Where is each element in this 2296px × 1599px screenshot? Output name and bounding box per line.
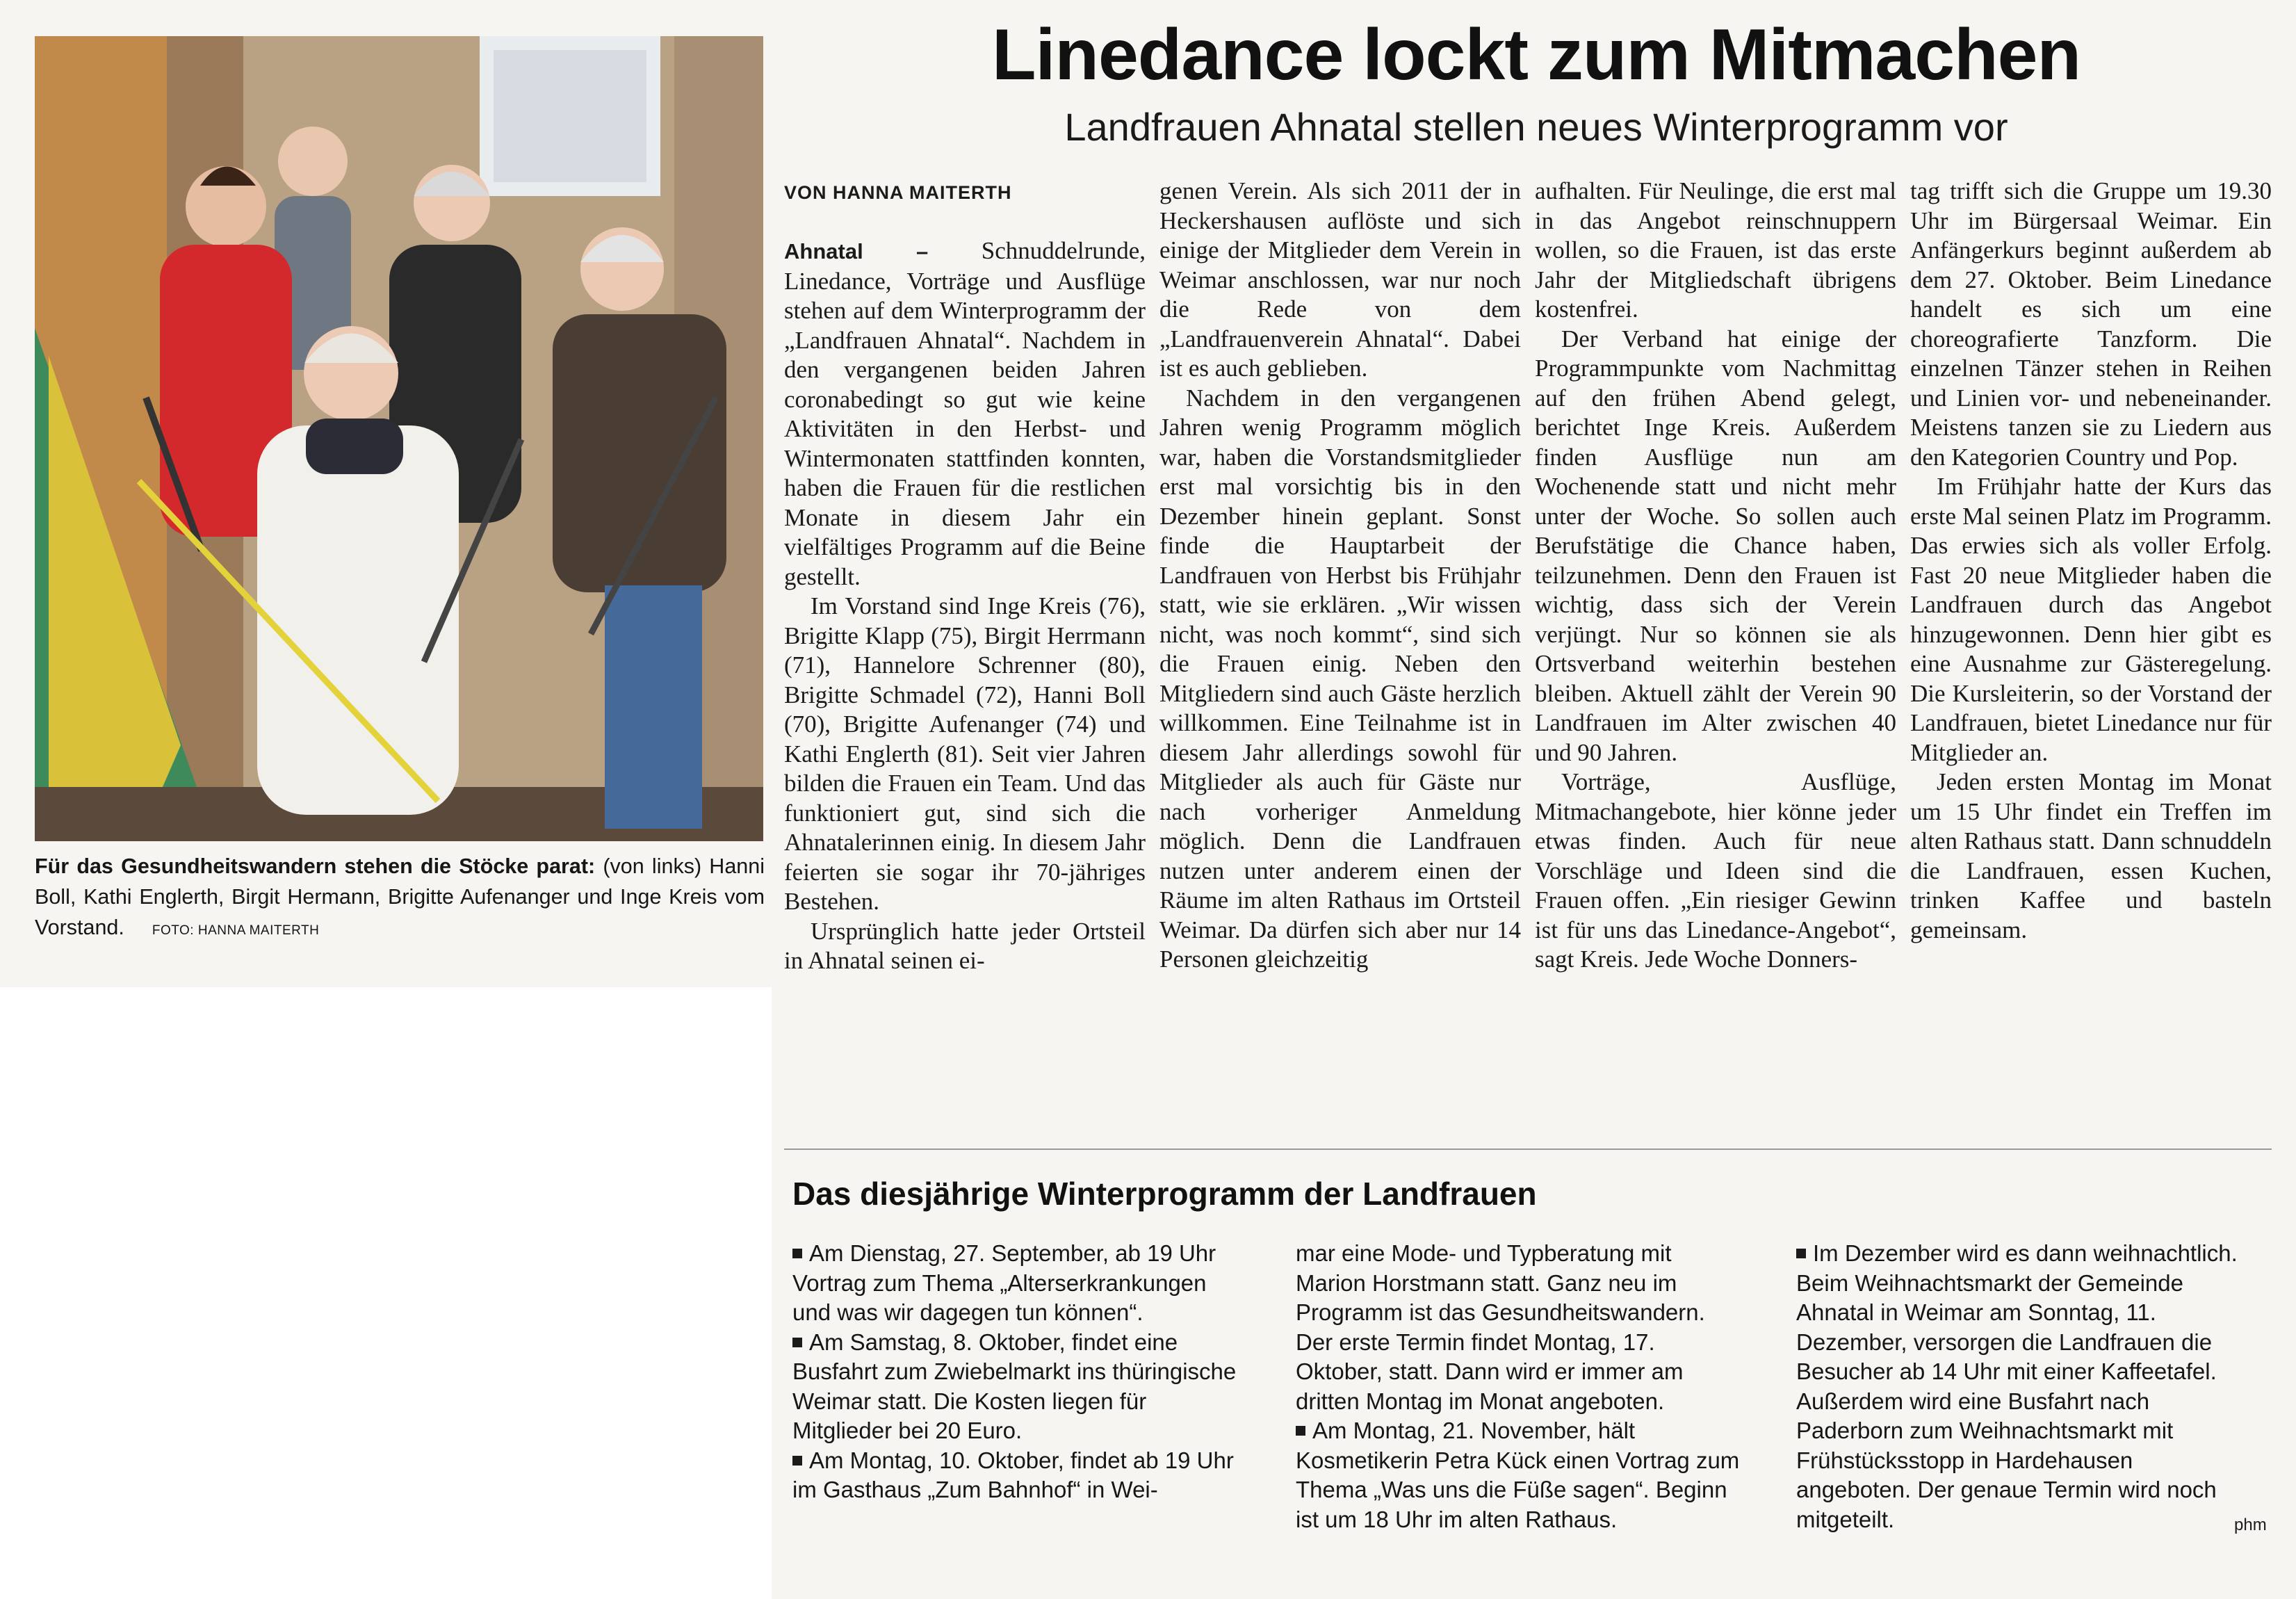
bullet-square-icon	[792, 1338, 802, 1347]
infobox-item-text: Am Samstag, 8. Oktober, findet eine Busfahrt zum Zwiebelmarkt ins thüringische Weimar statt. Die Kosten liegen für Mitglieder bei 20 Euro.	[792, 1329, 1237, 1443]
paragraph: Nachdem in den vergangenen Jahren wenig Programm möglich war, haben die Vorstandsmitglieder erst mal vorsichtig bis in den Dezember hinein geplant. Sonst finde die Hauptarbeit der Landfrauen von Herbst bis Frühjahr statt, wie sie erklären. „Wir wissen nicht, was noch kommt“, sind sich die Frauen einig. Neben den Mitgliedern sind auch Gäste herzlich willkommen. Eine Teilnahme ist in diesem Jahr allerdings sowohl für Mitglieder als auch für Gäste nur nach vorheriger Anmeldung möglich. Denn die Landfrauen nutzen unter anderem einen der Räume im alten Rathaus im Ortsteil Weimar. Da dürfen sich aber nur 14 Personen gleichzeitig	[1159, 384, 1521, 973]
infobox-item	[792, 1239, 1244, 1328]
article-photo	[35, 36, 763, 841]
section-divider	[784, 1148, 2272, 1150]
paragraph	[784, 236, 1146, 592]
bullet-square-icon	[1296, 1426, 1305, 1436]
caption-text: (von links) Hanni Boll, Kathi Englerth, Birgit Hermann, Brigitte Aufenanger und Inge Kreis vom Vorstand.	[35, 854, 765, 939]
infobox-item	[792, 1446, 1244, 1505]
photo-illustration	[35, 36, 763, 841]
infobox-column-3	[1796, 1239, 2248, 1534]
article-column-2	[1159, 177, 1521, 975]
infobox-item-text: mar eine Mode- und Typberatung mit Marion Horstmann statt. Ganz neu im Programm ist das Gesundheitswandern. Der erste Termin findet Montag, 17. Oktober, statt. Dann wird er immer am dritten Montag im Monat angeboten.	[1296, 1240, 1705, 1414]
infobox-column-1	[792, 1239, 1244, 1505]
subheadline: Landfrauen Ahnatal stellen neues Winterprogramm vor	[1064, 105, 2008, 149]
infobox-title: Das diesjährige Winterprogramm der Landfrauen	[792, 1176, 1537, 1212]
paragraph: genen Verein. Als sich 2011 der in Heckershausen auflöste und sich einige der Mitglieder dem Verein in Weimar anschlossen, war nur noch die Rede von dem „Landfrauenverein Ahnatal“. Dabei ist es auch geblieben.	[1159, 177, 1521, 382]
caption-lead: Für das Gesundheitswandern stehen die Stöcke parat:	[35, 854, 596, 878]
bullet-square-icon	[1796, 1249, 1806, 1258]
infobox-item-text: Am Montag, 21. November, hält Kosmetikerin Petra Kück einen Vortrag zum Thema „Was uns die Füße sagen“. Beginn ist um 18 Uhr im alten Rathaus.	[1296, 1418, 1740, 1532]
infobox-item-text: Am Montag, 10. Oktober, findet ab 19 Uhr im Gasthaus „Zum Bahnhof“ in Wei-	[792, 1447, 1234, 1502]
dateline: Ahnatal –	[784, 239, 929, 263]
infobox-item	[1296, 1416, 1748, 1534]
paragraph: Der Verband hat einige der Programmpunkte vom Nachmittag auf den frühen Abend gelegt, berichtet Inge Kreis. Außerdem finden Ausflüge nun am Wochenende statt und nicht mehr unter der Woche. So sollen auch Berufstätige die Chance haben, teilzunehmen. Denn den Frauen ist wichtig, dass sich der Verein verjüngt. Nur so können sie als Ortsverband weiterhin bestehen bleiben. Aktuell zählt der Verein 90 Landfrauen im Alter zwischen 40 und 90 Jahren.	[1535, 325, 1896, 766]
paragraph: Vorträge, Ausflüge, Mitmachangebote, hier könne jeder etwas finden. Auch für neue Vorschläge und Ideen sind die Frauen offen. „Ein riesiger Gewinn ist für uns das Linedance-Angebot“, sagt Kreis. Jede Woche Donners-	[1535, 768, 1896, 973]
article-column-3	[1535, 177, 1896, 975]
infobox-item	[1296, 1239, 1748, 1416]
infobox-item	[792, 1328, 1244, 1446]
infobox-column-2	[1296, 1239, 1748, 1534]
headline: Linedance lockt zum Mitmachen	[992, 15, 2081, 95]
photo-caption	[35, 851, 765, 946]
paragraph: Jeden ersten Montag im Monat um 15 Uhr findet ein Treffen im alten Rathaus statt. Dann schnuddeln die Landfrauen, essen Kuchen, trinken Kaffee und basteln gemeinsam.	[1910, 768, 2272, 943]
article-column-1	[784, 236, 1146, 976]
paragraph: tag trifft sich die Gruppe um 19.30 Uhr im Bürgersaal Weimar. Ein Anfängerkurs beginnt außerdem ab dem 27. Oktober. Beim Linedance handelt es sich um eine choreografierte Tanzform. Die einzelnen Tänzer stehen in Reihen und Linien vor- und nebeneinander. Meistens tanzen sie zu Liedern aus den Kategorien Country und Pop.	[1910, 177, 2272, 471]
infobox-item	[1796, 1239, 2248, 1534]
infobox-item-text: Am Dienstag, 27. September, ab 19 Uhr Vortrag zum Thema „Alterserkrankungen und was wir dagegen tun können“.	[792, 1240, 1216, 1325]
paragraph: Im Vorstand sind Inge Kreis (76), Brigitte Klapp (75), Birgit Herrmann (71), Hannelore Schrenner (80), Brigitte Schmadel (72), Hanni Boll (70), Brigitte Aufenanger (74) und Kathi Englerth (81). Seit vier Jahren bilden die Frauen ein Team. Und das funktioniert gut, sind sich die Ahnatalerinnen einig. In diesem Jahr feierten sie sogar ihr 70-jähriges Bestehen.	[784, 592, 1146, 915]
byline: VON HANNA MAITERTH	[784, 182, 1012, 203]
bullet-square-icon	[792, 1249, 802, 1258]
paragraph: aufhalten. Für Neulinge, die erst mal in das Angebot reinschnuppern wollen, so die Frauen, ist das erste Jahr der Mitgliedschaft übrigens kostenfrei.	[1535, 177, 1896, 323]
paragraph: Im Frühjahr hatte der Kurs das erste Mal seinen Platz im Programm. Das erwies sich als voller Erfolg. Fast 20 neue Mitglieder haben die Landfrauen durch das Angebot hinzugewonnen. Denn hier gibt es eine Ausnahme zur Gästeregelung. Die Kursleiterin, so der Vorstand der Landfrauen, bietet Linedance nur für Mitglieder an.	[1910, 473, 2272, 766]
infobox-item-text: Im Dezember wird es dann weihnachtlich. Beim Weihnachtsmarkt der Gemeinde Ahnatal in Weimar am Sonntag, 11. Dezember, versorgen die Landfrauen die Besucher ab 14 Uhr mit einer Kaffeetafel. Außerdem wird eine Busfahrt nach Paderborn zum Weihnachtsmarkt mit Frühstücksstopp in Hardehausen angeboten. Der genaue Termin wird noch mitgeteilt.	[1796, 1240, 2238, 1532]
bullet-square-icon	[792, 1456, 802, 1466]
blank-area	[0, 987, 772, 1599]
photo-credit: FOTO: HANNA MAITERTH	[152, 923, 320, 938]
paragraph-text: Schnuddelrunde, Linedance, Vorträge und Ausflüge stehen auf dem Winterprogramm der „Landfrauen Ahnatal“. Nachdem in den vergangenen beiden Jahren coronabedingt so gut wie keine Aktivitäten in den Herbst- und Wintermonaten stattfinden konnten, haben die Frauen für die restlichen Monate in diesem Jahr ein vielfältiges Programm auf die Beine gestellt.	[784, 237, 1146, 590]
article-column-4	[1910, 177, 2272, 945]
paragraph: Ursprünglich hatte jeder Ortsteil in Ahnatal seinen ei-	[784, 917, 1146, 974]
author-signature: phm	[2234, 1516, 2267, 1534]
